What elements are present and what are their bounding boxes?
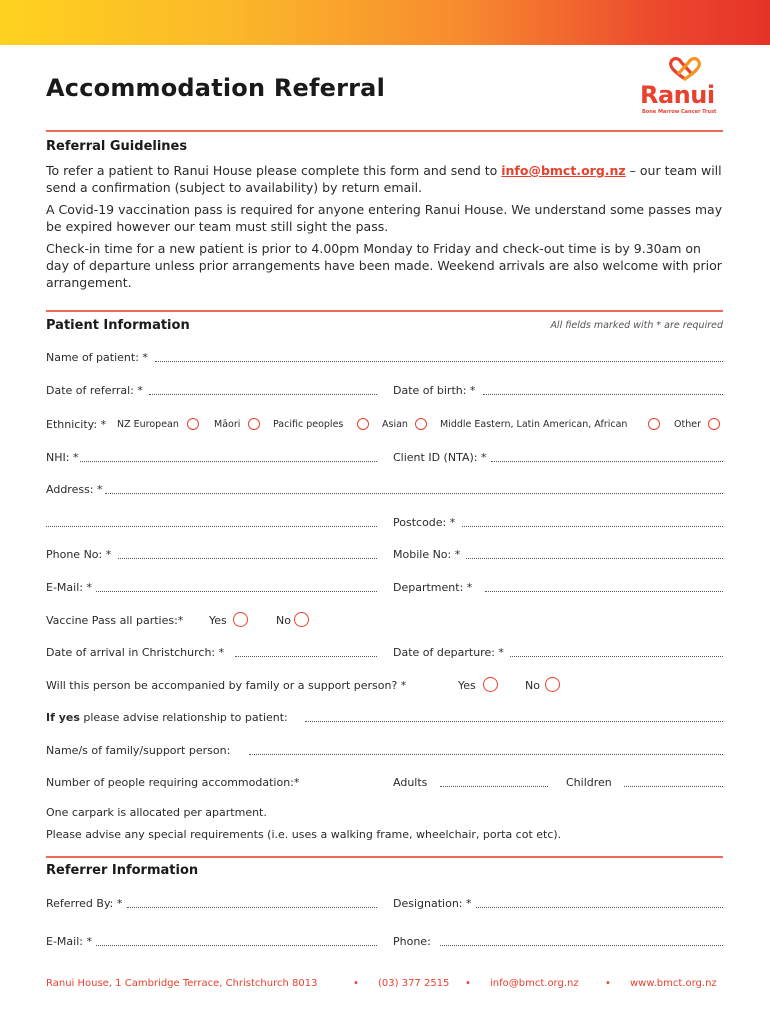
referrer-email-field[interactable] (96, 945, 377, 946)
address-field-line-2[interactable] (46, 526, 377, 527)
referred-by-label: Referred By: * (46, 897, 123, 910)
referred-by-field[interactable] (127, 907, 377, 908)
email-label: E-Mail: * (46, 581, 92, 594)
department-field[interactable] (485, 591, 723, 592)
yes-label: Yes (209, 614, 227, 627)
designation-field[interactable] (476, 907, 723, 908)
dob-field[interactable] (483, 394, 723, 395)
address-label: Address: * (46, 483, 103, 496)
ethnicity-option-label: Other (674, 419, 701, 430)
ethnicity-maori-radio[interactable] (248, 418, 260, 430)
guidelines-paragraph-1 (46, 162, 726, 196)
phone-field[interactable] (118, 558, 377, 559)
email-field[interactable] (96, 591, 377, 592)
patient-section-title: Patient Information (46, 318, 190, 333)
accompanied-no-radio[interactable] (545, 677, 560, 692)
logo-subtitle: Bone Marrow Cancer Trust (642, 109, 717, 115)
no-label: No (525, 679, 540, 692)
department-label: Department: * (393, 581, 473, 594)
patient-name-label: Name of patient: * (46, 351, 148, 364)
footer-separator: • (353, 978, 359, 989)
ethnicity-option-label: Middle Eastern, Latin American, African (440, 419, 628, 430)
heart-logo-icon (665, 55, 705, 83)
designation-label: Designation: * (393, 897, 472, 910)
postcode-label: Postcode: * (393, 516, 456, 529)
vaccine-no-radio[interactable] (294, 612, 309, 627)
referrer-phone-label: Phone: (393, 935, 431, 948)
referrer-phone-field[interactable] (440, 945, 723, 946)
special-requirements-note: Please advise any special requirements (i.e. uses a walking frame, wheelchair, porta cot etc). (46, 828, 562, 841)
accompanied-yes-radio[interactable] (483, 677, 498, 692)
adults-label: Adults (393, 776, 428, 789)
section-divider (46, 856, 723, 858)
date-referral-label: Date of referral: * (46, 384, 143, 397)
ethnicity-nz-european-radio[interactable] (187, 418, 199, 430)
if-yes-text: If yes (46, 711, 80, 724)
adults-field[interactable] (440, 786, 548, 787)
phone-label: Phone No: * (46, 548, 112, 561)
relationship-label (46, 711, 288, 724)
relationship-text: please advise relationship to patient: (79, 711, 288, 724)
arrival-date-field[interactable] (235, 656, 377, 657)
guidelines-title: Referral Guidelines (46, 139, 188, 154)
section-divider (46, 130, 723, 132)
children-label: Children (566, 776, 612, 789)
departure-date-field[interactable] (510, 656, 723, 657)
logo-wordmark: Ranui (640, 81, 715, 109)
footer-address: Ranui House, 1 Cambridge Terrace, Christchurch 8013 (46, 978, 318, 989)
vaccine-pass-label: Vaccine Pass all parties:* (46, 614, 184, 627)
footer-website[interactable]: www.bmct.org.nz (630, 978, 717, 989)
guidelines-text: To refer a patient to Ranui House please complete this form and send to (46, 163, 502, 178)
family-names-field[interactable] (249, 754, 723, 755)
footer-phone[interactable]: (03) 377 2515 (378, 978, 450, 989)
dob-label: Date of birth: * (393, 384, 476, 397)
guidelines-paragraph-2: A Covid-19 vaccination pass is required for anyone entering Ranui House. We understand some passes may be expired however our team must still sight the pass. (46, 202, 723, 234)
client-id-field[interactable] (491, 461, 723, 462)
patient-name-field[interactable] (155, 361, 723, 362)
mobile-field[interactable] (466, 558, 723, 559)
ethnicity-other-radio[interactable] (708, 418, 720, 430)
ethnicity-melaa-radio[interactable] (648, 418, 660, 430)
carpark-note: One carpark is allocated per apartment. (46, 806, 267, 819)
ethnicity-option-label: Asian (382, 419, 408, 430)
yes-label: Yes (458, 679, 476, 692)
ethnicity-pacific-radio[interactable] (357, 418, 369, 430)
client-id-label: Client ID (NTA): * (393, 451, 487, 464)
email-link[interactable]: info@bmct.org.nz (501, 163, 626, 178)
accompanied-label: Will this person be accompanied by family or a support person? * (46, 679, 407, 692)
nhi-field[interactable] (80, 461, 377, 462)
footer-separator: • (605, 978, 611, 989)
ranui-logo (640, 55, 730, 117)
page-title: Accommodation Referral (46, 74, 385, 102)
footer-separator: • (465, 978, 471, 989)
no-label: No (276, 614, 291, 627)
num-people-label: Number of people requiring accommodation:* (46, 776, 300, 789)
family-names-label: Name/s of family/support person: (46, 744, 231, 757)
guidelines-paragraph-3: Check-in time for a new patient is prior to 4.00pm Monday to Friday and check-out time is by 9.30am on day of departure unless prior arrangements have been made. Weekend arrivals are also welcome with prior arrangement. (46, 241, 722, 290)
departure-date-label: Date of departure: * (393, 646, 504, 659)
ethnicity-option-label: Pacific peoples (273, 419, 344, 430)
header-gradient-bar (0, 0, 770, 45)
section-divider (46, 310, 723, 312)
address-field-line-1[interactable] (105, 493, 723, 494)
children-field[interactable] (624, 786, 723, 787)
nhi-label: NHI: * (46, 451, 79, 464)
ethnicity-option-label: NZ European (117, 419, 179, 430)
ethnicity-asian-radio[interactable] (415, 418, 427, 430)
referrer-section-title: Referrer Information (46, 863, 199, 878)
mobile-label: Mobile No: * (393, 548, 461, 561)
postcode-field[interactable] (462, 526, 723, 527)
ethnicity-label: Ethnicity: * (46, 418, 107, 431)
arrival-date-label: Date of arrival in Christchurch: * (46, 646, 225, 659)
guidelines-text: – our team will send a confirmation (subject to availability) by return email. (46, 163, 722, 195)
required-note: All fields marked with * are required (550, 320, 723, 331)
date-referral-field[interactable] (149, 394, 377, 395)
relationship-field[interactable] (305, 721, 723, 722)
vaccine-yes-radio[interactable] (233, 612, 248, 627)
ethnicity-option-label: Māori (214, 419, 241, 430)
referrer-email-label: E-Mail: * (46, 935, 92, 948)
footer-email[interactable]: info@bmct.org.nz (490, 978, 579, 989)
